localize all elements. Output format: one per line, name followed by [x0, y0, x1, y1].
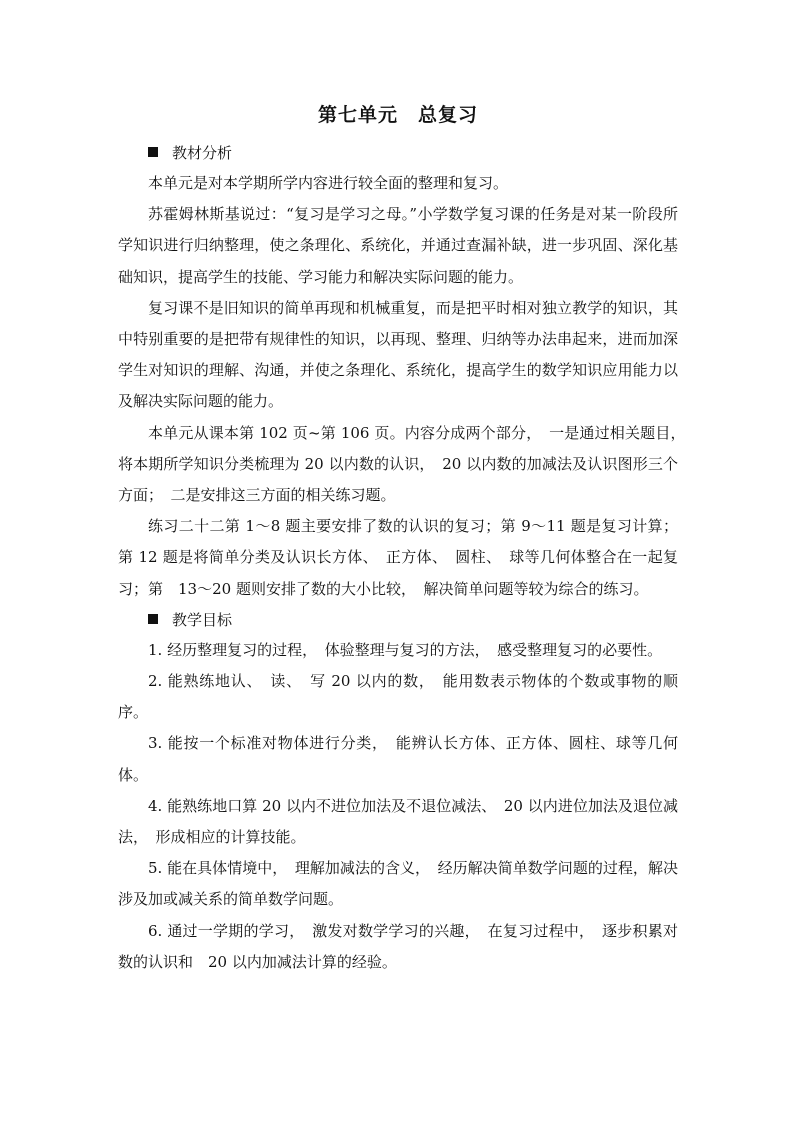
paragraph: 苏霍姆林斯基说过：“复习是学习之母。”小学数学复习课的任务是对某一阶段所学知识进行归纳整理，使之条理化、系统化，并通过查漏补缺，进一步巩固、深化基础知识，提高学生的技能、学习能力和解决实际问题的能力。: [118, 205, 678, 286]
document-page: [118, 100, 694, 978]
paragraph: 本单元是对本学期所学内容进行较全面的整理和复习。: [148, 174, 509, 192]
section-heading-label: 教材分析: [172, 144, 233, 162]
paragraph: 本单元从课本第 102 页~第 106 页。内容分成两个部分， 一是通过相关题目， 将本期所学知识分类梳理为 20 以内数的认识， 20 以内数的加减法及认识图形三个方面； 二是安排这三方面的相关练习题。: [118, 423, 694, 505]
section-teaching-goals: [118, 605, 678, 978]
section-heading: [118, 138, 678, 168]
section-textbook-analysis: [118, 138, 694, 605]
paragraph: 复习课不是旧知识的简单再现和机械重复，而是把平时相对独立教学的知识，其中特别重要的是把带有规律性的知识，以再现、整理、归纳等办法串起来，进而加深学生对知识的理解、沟通，并使之条理化、系统化，提高学生的数学知识应用能力以及解决实际问题的能力。: [118, 298, 678, 411]
goal-item: 5. 能在具体情境中， 理解加减法的含义， 经历解决简单数学问题的过程，解决涉及加或减关系的简单数学问题。: [118, 859, 678, 909]
goal-item: 2. 能熟练地认、 读、 写 20 以内的数， 能用数表示物体的个数或事物的顺序。: [118, 672, 678, 722]
goal-item: 1. 经历整理复习的过程， 体验整理与复习的方法， 感受整理复习的必要性。: [148, 640, 663, 659]
square-bullet-icon: [148, 614, 158, 624]
goal-item: 6. 通过一学期的学习， 激发对数学学习的兴趣， 在复习过程中， 逐步积累对数的认识和 20 以内加减法计算的经验。: [118, 921, 678, 971]
square-bullet-icon: [148, 147, 158, 157]
goal-item: 4. 能熟练地口算 20 以内不进位加法及不退位减法、 20 以内进位加法及退位减法， 形成相应的计算技能。: [118, 796, 678, 847]
document-title: 第七单元 总复习: [317, 104, 478, 126]
section-heading-label: 教学目标: [172, 610, 233, 629]
paragraph: 练习二十二第 1～8 题主要安排了数的认识的复习；第 9～11 题是复习计算；第 12 题是将简单分类及认识长方体、 正方体、 圆柱、 球等几何体整合在一起复习；第 13～20 题则安排了数的大小比较， 解决简单问题等较为综合的练习。: [118, 517, 678, 598]
section-heading: [118, 605, 678, 635]
goal-item: 3. 能按一个标准对物体进行分类， 能辨认长方体、正方体、圆柱、球等几何体。: [118, 734, 678, 784]
